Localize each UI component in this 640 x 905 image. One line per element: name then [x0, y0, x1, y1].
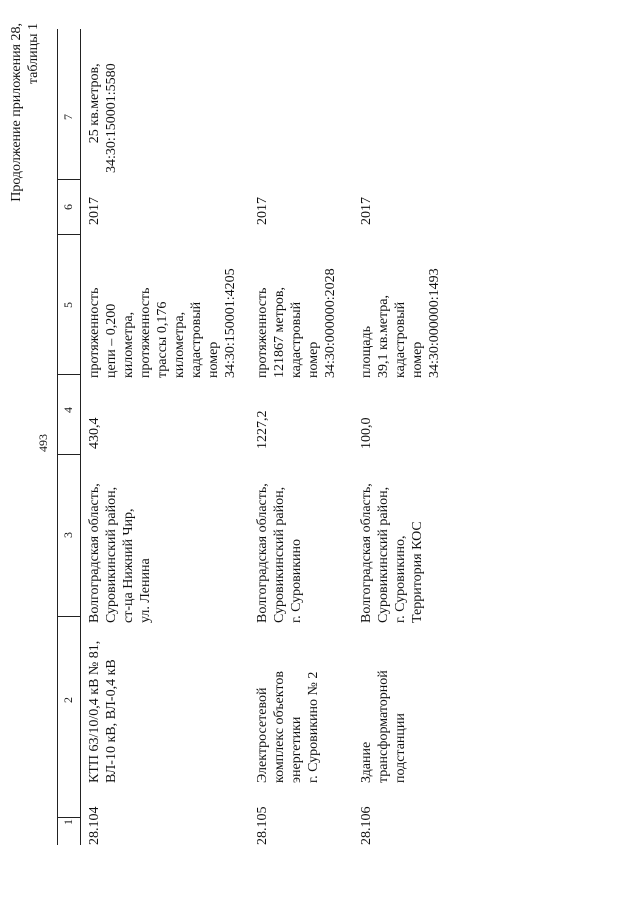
row-1-address-line: Суровикинский район,	[104, 486, 119, 623]
row-3-number: 28.106	[359, 806, 374, 845]
row-1-year: 2017	[87, 197, 102, 225]
row-1-desc-line: километра,	[121, 311, 136, 378]
row-2-address-line: Суровикинский район,	[272, 486, 287, 623]
header-bottom-border	[80, 29, 81, 845]
row-3-year: 2017	[359, 197, 374, 225]
row-2-desc-line: номер	[306, 341, 321, 378]
row-1-name-line: КТП 63/10/0,4 кВ № 81,	[87, 640, 102, 783]
row-2-name-line: г. Суровикино № 2	[306, 671, 321, 783]
row-2-address-line: г. Суровикино	[289, 538, 304, 623]
row-1-col7-line: 25 кв.метров,	[87, 63, 102, 144]
row-1-address	[86, 483, 154, 623]
row-2-desc-line: 34:30:000000:2028	[323, 268, 338, 378]
row-1-address-line: ул. Ленина	[138, 558, 153, 623]
row-2-name-line: комплекс объектов	[272, 671, 287, 783]
row-1-name	[86, 641, 120, 783]
rotated-table-page	[0, 15, 640, 875]
row-1-address-line: ст-ца Нижний Чир,	[121, 508, 136, 623]
row-1-desc-line: кадастровый	[189, 301, 204, 378]
header-divider-3	[57, 454, 80, 455]
row-1-number: 28.104	[87, 806, 102, 845]
row-1-desc-line: номер	[206, 341, 221, 378]
header-col-7: 7	[61, 114, 75, 120]
row-1-value: 430,4	[87, 417, 102, 449]
header-top-border	[57, 29, 58, 845]
row-3-value: 100,0	[359, 417, 374, 449]
row-1-col7	[86, 63, 120, 173]
header-col-2: 2	[61, 697, 75, 703]
row-3-name	[358, 670, 409, 783]
row-2-address	[254, 483, 305, 623]
header-col-6: 6	[61, 204, 75, 210]
row-3-name-line: трансформаторной	[376, 670, 391, 783]
row-1-desc-line: протяженность	[138, 287, 153, 378]
header-divider-6	[57, 179, 80, 180]
row-2-name-line: энергетики	[289, 716, 304, 783]
row-3-desc-line: кадастровый	[393, 301, 408, 378]
header-col-4: 4	[61, 407, 75, 413]
row-2-address-line: Волгоградская область,	[255, 483, 270, 623]
header-divider-2	[57, 616, 80, 617]
row-2-value: 1227,2	[255, 410, 270, 449]
row-3-desc-line: номер	[410, 341, 425, 378]
row-2-name-line: Электросетевой	[255, 687, 270, 783]
row-2-number: 28.105	[255, 806, 270, 845]
row-3-name-line: подстанции	[393, 713, 408, 783]
row-3-description	[358, 268, 443, 378]
row-3-address	[358, 483, 426, 623]
row-3-address-line: г. Суровикино,	[393, 535, 408, 623]
row-1-desc-line: цепи – 0,200	[104, 303, 119, 378]
header-col-3: 3	[61, 532, 75, 538]
row-2-desc-line: 121867 метров,	[272, 287, 287, 378]
row-1-name-line: ВЛ-10 кВ, ВЛ-0,4 кВ	[104, 659, 119, 783]
row-1-description	[86, 268, 239, 378]
table-caption	[8, 23, 42, 202]
row-1-desc-line: 34:30:150001:4205	[223, 268, 238, 378]
header-divider-5	[57, 234, 80, 235]
header-divider-4	[57, 374, 80, 375]
row-2-description	[254, 268, 339, 378]
caption-line-1: Продолжение приложения 28,	[9, 23, 24, 202]
row-1-address-line: Волгоградская область,	[87, 483, 102, 623]
row-1-desc-line: протяженность	[87, 287, 102, 378]
row-3-address-line: Волгоградская область,	[359, 483, 374, 623]
row-3-desc-line: 34:30:000000:1493	[427, 268, 442, 378]
caption-line-2: таблицы 1	[26, 23, 41, 85]
row-1-desc-line: трассы 0,176	[155, 301, 170, 378]
row-3-address-line: Территория КОС	[410, 521, 425, 623]
row-2-desc-line: кадастровый	[289, 301, 304, 378]
header-col-5: 5	[61, 302, 75, 308]
row-2-name	[254, 671, 322, 783]
page-number: 493	[36, 434, 50, 452]
header-col-1: 1	[61, 819, 75, 825]
row-3-name-line: Здание	[359, 741, 374, 783]
row-2-desc-line: протяженность	[255, 287, 270, 378]
row-2-year: 2017	[255, 197, 270, 225]
row-3-desc-line: площадь	[359, 326, 374, 378]
row-1-desc-line: километра,	[172, 311, 187, 378]
row-3-desc-line: 39,1 кв.метра,	[376, 295, 391, 378]
row-3-address-line: Суровикинский район,	[376, 486, 391, 623]
row-1-col7-line: 34:30:150001:5580	[104, 63, 119, 173]
